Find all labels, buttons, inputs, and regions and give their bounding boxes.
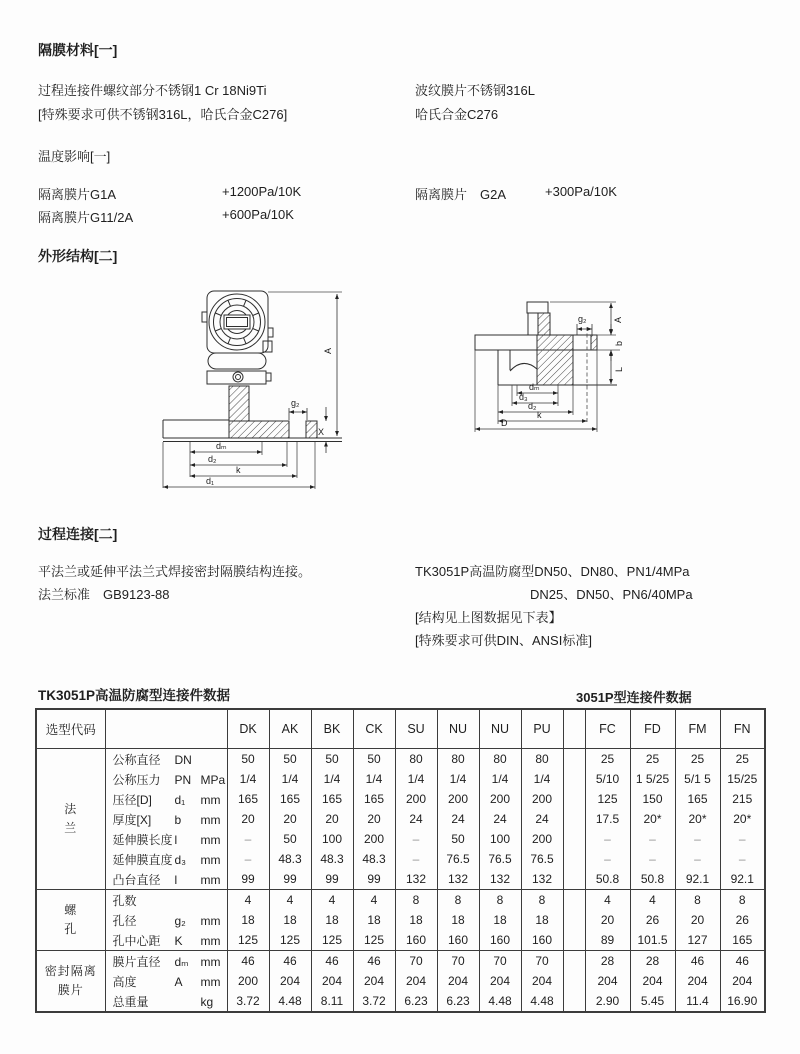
table-cell: 125 (311, 930, 353, 951)
row-symbol: PN (174, 772, 192, 787)
table-cell: 20 (675, 910, 720, 930)
table-cell: 25 (720, 749, 765, 770)
dim-label-dM: dₘ (216, 441, 227, 451)
table-cell: 50.8 (630, 869, 675, 890)
dim-label-g2: g₂ (578, 314, 587, 324)
temperature-row-value: +600Pa/10K (222, 207, 294, 222)
table-cell: 204 (353, 971, 395, 991)
table-cell: 132 (521, 869, 563, 890)
table-cell: – (227, 829, 269, 849)
table-cell: 4 (585, 890, 630, 911)
row-unit: MPa (200, 772, 226, 787)
process-connection-left-line: 法兰标准 GB9123-88 (38, 587, 170, 602)
table-cell: 24 (479, 809, 521, 829)
table-cell: 4 (227, 890, 269, 911)
table-column-header: FD (630, 709, 675, 749)
row-symbol: g₂ (174, 913, 186, 928)
table-cell: 8.11 (311, 991, 353, 1012)
table-cell: 70 (479, 951, 521, 972)
table-cell: 1/4 (227, 769, 269, 789)
table-cell: 18 (269, 910, 311, 930)
table-cell: 204 (311, 971, 353, 991)
table-cell: 26 (630, 910, 675, 930)
table-cell: 200 (395, 789, 437, 809)
table-cell: 150 (630, 789, 675, 809)
row-label: 凸台直径 (112, 872, 161, 887)
table-cell: 76.5 (479, 849, 521, 869)
table-cell: 204 (437, 971, 479, 991)
table-cell: 1/4 (353, 769, 395, 789)
group-label-line: 螺 (64, 903, 78, 917)
table-cell: 1/4 (395, 769, 437, 789)
table-cell: 4.48 (479, 991, 521, 1012)
table-cell: 15/25 (720, 769, 765, 789)
table-cell: 20 (227, 809, 269, 829)
table-gap-cell (563, 809, 585, 829)
section-heading-process-connection: 过程连接[二] (38, 526, 118, 542)
table-cell: 92.1 (720, 869, 765, 890)
table-cell: 48.3 (353, 849, 395, 869)
table-column-header: NU (437, 709, 479, 749)
table-cell: 204 (521, 971, 563, 991)
table-cell: 25 (675, 749, 720, 770)
table-cell: 165 (675, 789, 720, 809)
dim-label-k: k (537, 410, 542, 420)
table-cell: 100 (311, 829, 353, 849)
row-label: 孔径 (112, 913, 137, 928)
temperature-effect-heading: 温度影响[一] (38, 149, 111, 164)
table-row-label (105, 951, 227, 972)
table-gap-cell (563, 971, 585, 991)
table-cell: 50.8 (585, 869, 630, 890)
diaphragm-material-left-line: [特殊要求可供不锈钢316L，哈氏合金C276] (38, 107, 288, 122)
table-cell: 1/4 (311, 769, 353, 789)
row-symbol: l (174, 832, 178, 847)
table-cell: 18 (227, 910, 269, 930)
table-cell: – (720, 849, 765, 869)
dim-label-dM: dₘ (529, 382, 540, 392)
table-cell: 20 (585, 910, 630, 930)
row-label: 总重量 (112, 994, 149, 1009)
table-cell: 1/4 (437, 769, 479, 789)
table-cell: 50 (269, 829, 311, 849)
row-label: 孔数 (112, 893, 137, 908)
table-cell: 204 (269, 971, 311, 991)
table-row-label (105, 849, 227, 869)
row-symbol: d₃ (174, 852, 187, 867)
table-cell: 8 (437, 890, 479, 911)
table-cell: 4.48 (521, 991, 563, 1012)
table-cell: 18 (311, 910, 353, 930)
table-cell: 125 (269, 930, 311, 951)
table-cell: 8 (479, 890, 521, 911)
table-cell: 16.90 (720, 991, 765, 1012)
table-cell: 50 (311, 749, 353, 770)
table-cell: 200 (521, 789, 563, 809)
table-cell: 204 (585, 971, 630, 991)
table-cell: 5/10 (585, 769, 630, 789)
table-group-label (36, 890, 105, 951)
table-title-right: 3051P型连接件数据 (576, 690, 692, 705)
temperature-row (415, 184, 617, 203)
dim-label-d3: d₃ (519, 392, 528, 402)
table-cell: – (720, 829, 765, 849)
table-cell: – (227, 849, 269, 869)
group-label-line: 膜片 (57, 983, 84, 997)
table-cell: 160 (437, 930, 479, 951)
table-cell: 165 (227, 789, 269, 809)
table-column-header: PU (521, 709, 563, 749)
table-cell: 2.90 (585, 991, 630, 1012)
row-label: 厚度[X] (112, 812, 152, 827)
table-cell: – (675, 829, 720, 849)
process-connection-left-line: 平法兰或延伸平法兰式焊接密封隔膜结构连接。 (38, 564, 312, 579)
connector-table (35, 708, 766, 1013)
table-cell: 99 (227, 869, 269, 890)
row-symbol: A (174, 974, 183, 989)
table-cell: – (630, 829, 675, 849)
table-cell: 28 (585, 951, 630, 972)
row-label: 公称压力 (112, 772, 161, 787)
table-cell: 46 (353, 951, 395, 972)
table-cell: 1 5/25 (630, 769, 675, 789)
table-cell: 20* (720, 809, 765, 829)
table-gap-cell (563, 829, 585, 849)
row-symbol: dₘ (174, 954, 189, 969)
table-cell: 200 (353, 829, 395, 849)
table-cell: 18 (479, 910, 521, 930)
table-cell: 100 (479, 829, 521, 849)
table-cell: 46 (720, 951, 765, 972)
table-cell: 50 (437, 829, 479, 849)
table-cell: 80 (479, 749, 521, 770)
group-label-line: 密封隔离 (44, 964, 97, 978)
table-cell: 5/1 5 (675, 769, 720, 789)
table-title-left: TK3051P高温防腐型连接件数据 (38, 688, 231, 703)
table-column-header: DK (227, 709, 269, 749)
table-cell: 80 (395, 749, 437, 770)
row-label: 高度 (112, 974, 137, 989)
temperature-row-label: 隔离膜片G11/2A (38, 210, 134, 225)
row-unit: mm (200, 812, 221, 827)
table-cell: 165 (353, 789, 395, 809)
table-cell: 125 (227, 930, 269, 951)
row-unit: mm (200, 974, 221, 989)
dim-label-d2: d₂ (208, 454, 217, 464)
table-row-label (105, 930, 227, 951)
table-cell: – (585, 849, 630, 869)
table-cell: 24 (395, 809, 437, 829)
table-cell: 50 (269, 749, 311, 770)
section-heading-diaphragm-material: 隔膜材料[一] (38, 42, 118, 58)
table-cell: 4 (311, 890, 353, 911)
row-label: 压径[D] (112, 792, 152, 807)
table-gap-cell (563, 890, 585, 911)
process-connection-right-line: [特殊要求可供DIN、ANSI标准] (415, 633, 592, 648)
table-column-header: FN (720, 709, 765, 749)
table-cell: 25 (585, 749, 630, 770)
table-cell: 165 (720, 930, 765, 951)
table-column-header: AK (269, 709, 311, 749)
row-label: 公称直径 (112, 752, 161, 767)
table-cell: 101.5 (630, 930, 675, 951)
row-unit: mm (200, 954, 221, 969)
dim-label-A: A (323, 347, 333, 354)
table-cell: 18 (521, 910, 563, 930)
table-cell: 215 (720, 789, 765, 809)
table-cell: 6.23 (395, 991, 437, 1012)
table-cell: 200 (437, 789, 479, 809)
row-symbol: b (174, 812, 182, 827)
table-row-label (105, 749, 227, 770)
table-cell: 99 (311, 869, 353, 890)
dim-label-d1: d₁ (206, 476, 215, 486)
table-row-label (105, 910, 227, 930)
table-cell: 20 (311, 809, 353, 829)
section-heading-outline-structure: 外形结构[二] (38, 248, 118, 264)
group-label-line: 兰 (64, 821, 78, 835)
table-cell: 80 (521, 749, 563, 770)
table-cell: 89 (585, 930, 630, 951)
dim-label-L: L (614, 366, 624, 372)
table-cell: 204 (675, 971, 720, 991)
table-cell: 8 (521, 890, 563, 911)
table-cell: 132 (437, 869, 479, 890)
table-cell: 125 (585, 789, 630, 809)
table-cell: 26 (720, 910, 765, 930)
table-cell: 48.3 (311, 849, 353, 869)
row-unit: kg (200, 994, 214, 1009)
table-row-label (105, 829, 227, 849)
row-symbol: DN (174, 752, 192, 767)
table-cell: 18 (353, 910, 395, 930)
table-cell: 46 (675, 951, 720, 972)
table-cell: 200 (479, 789, 521, 809)
row-label: 膜片直径 (112, 954, 161, 969)
row-label: 延伸膜长度 (112, 832, 173, 847)
table-cell: 50 (227, 749, 269, 770)
table-gap-cell (563, 769, 585, 789)
diaphragm-material-left-line: 过程连接件螺纹部分不锈钢1 Cr 18Ni9Ti (38, 83, 267, 98)
table-cell: 18 (437, 910, 479, 930)
table-group-label (36, 951, 105, 1013)
dim-label-b: b (614, 340, 624, 346)
table-cell: 18 (395, 910, 437, 930)
row-unit: mm (200, 852, 221, 867)
table-cell: 24 (521, 809, 563, 829)
table-cell: – (675, 849, 720, 869)
table-cell: 20* (675, 809, 720, 829)
table-cell: 204 (630, 971, 675, 991)
diaphragm-material-right-line: 波纹膜片不锈钢316L (415, 83, 535, 98)
table-cell: 11.4 (675, 991, 720, 1012)
flange-section-drawing (465, 293, 640, 438)
table-cell: 76.5 (437, 849, 479, 869)
dim-label-X: X (318, 427, 325, 437)
row-label: 孔中心距 (112, 933, 161, 948)
temperature-row (38, 207, 294, 226)
table-cell: 3.72 (353, 991, 395, 1012)
table-column-header: SU (395, 709, 437, 749)
dim-label-A: A (613, 316, 623, 323)
table-cell: 70 (437, 951, 479, 972)
table-cell: 92.1 (675, 869, 720, 890)
table-cell: 8 (720, 890, 765, 911)
table-gap-cell (563, 849, 585, 869)
table-cell: – (585, 829, 630, 849)
table-cell: 25 (630, 749, 675, 770)
temperature-row-label: 隔离膜片 G2A (415, 187, 507, 202)
table-row-label (105, 890, 227, 911)
dim-label-d2: d₂ (528, 401, 537, 411)
row-symbol: d₁ (174, 792, 186, 807)
table-cell: 99 (353, 869, 395, 890)
table-cell: 20 (269, 809, 311, 829)
group-label-line: 孔 (64, 922, 78, 936)
table-cell: 200 (521, 829, 563, 849)
process-connection-right-line: TK3051P高温防腐型DN50、DN80、PN1/4MPa (415, 564, 690, 579)
temperature-row (38, 184, 301, 203)
table-cell: 46 (269, 951, 311, 972)
temperature-row-value: +1200Pa/10K (222, 184, 302, 199)
table-cell: 17.5 (585, 809, 630, 829)
table-cell: 70 (395, 951, 437, 972)
table-cell: 80 (437, 749, 479, 770)
table-cell: 4 (630, 890, 675, 911)
table-cell: 200 (227, 971, 269, 991)
table-gap-cell (563, 951, 585, 972)
table-cell: 70 (521, 951, 563, 972)
row-unit: mm (200, 832, 221, 847)
table-cell: 1/4 (521, 769, 563, 789)
temperature-row-value: +300Pa/10K (545, 184, 617, 199)
table-gap-cell (563, 749, 585, 770)
table-cell: 20* (630, 809, 675, 829)
table-gap-cell (563, 869, 585, 890)
table-cell: 24 (437, 809, 479, 829)
table-column-header: NU (479, 709, 521, 749)
table-header-selector: 选型代码 (36, 709, 105, 749)
table-cell: 76.5 (521, 849, 563, 869)
process-connection-right-line: [结构见上图数据见下表】 (415, 610, 562, 625)
table-cell: 6.23 (437, 991, 479, 1012)
table-column-header: BK (311, 709, 353, 749)
table-cell: – (395, 829, 437, 849)
table-header-gap (563, 709, 585, 749)
table-gap-cell (563, 910, 585, 930)
table-cell: – (630, 849, 675, 869)
row-label: 延伸膜直度 (112, 852, 173, 867)
table-cell: 160 (479, 930, 521, 951)
table-header-blank (105, 709, 227, 749)
table-cell: 4 (269, 890, 311, 911)
table-cell: 165 (311, 789, 353, 809)
table-cell: 160 (521, 930, 563, 951)
table-cell: 165 (269, 789, 311, 809)
table-cell: 20 (353, 809, 395, 829)
transmitter-outline-drawing (150, 278, 350, 510)
table-row-label (105, 869, 227, 890)
table-cell: 125 (353, 930, 395, 951)
row-symbol: K (174, 933, 183, 948)
table-gap-cell (563, 991, 585, 1012)
table-cell: 28 (630, 951, 675, 972)
table-row-label (105, 769, 227, 789)
dim-label-D: D (501, 418, 508, 428)
table-cell: 204 (479, 971, 521, 991)
table-column-header: CK (353, 709, 395, 749)
table-row-label (105, 991, 227, 1012)
table-cell: 1/4 (479, 769, 521, 789)
table-cell: 4.48 (269, 991, 311, 1012)
row-unit: mm (200, 872, 221, 887)
table-cell: 5.45 (630, 991, 675, 1012)
table-cell: 132 (479, 869, 521, 890)
dim-label-k: k (236, 465, 241, 475)
row-symbol: l (174, 872, 178, 887)
table-cell: 4 (353, 890, 395, 911)
row-unit: mm (200, 913, 221, 928)
table-row-label (105, 789, 227, 809)
table-cell: 8 (395, 890, 437, 911)
table-cell: – (395, 849, 437, 869)
table-column-header: FC (585, 709, 630, 749)
group-label-line: 法 (64, 802, 78, 816)
diaphragm-material-right-line: 哈氏合金C276 (415, 107, 499, 122)
table-cell: 204 (395, 971, 437, 991)
process-connection-right-line: DN25、DN50、PN6/40MPa (530, 587, 693, 602)
table-cell: 204 (720, 971, 765, 991)
table-cell: 160 (395, 930, 437, 951)
row-unit: mm (200, 792, 221, 807)
table-cell: 46 (311, 951, 353, 972)
table-gap-cell (563, 789, 585, 809)
table-column-header: FM (675, 709, 720, 749)
table-group-label (36, 749, 105, 890)
table-cell: 50 (353, 749, 395, 770)
table-cell: 48.3 (269, 849, 311, 869)
table-cell: 46 (227, 951, 269, 972)
table-cell: 8 (675, 890, 720, 911)
dim-label-g2: g₂ (291, 398, 300, 408)
table-cell: 99 (269, 869, 311, 890)
temperature-row-label: 隔离膜片G1A (38, 187, 117, 202)
table-cell: 127 (675, 930, 720, 951)
table-cell: 1/4 (269, 769, 311, 789)
table-cell: 132 (395, 869, 437, 890)
table-gap-cell (563, 930, 585, 951)
table-row-label (105, 971, 227, 991)
table-cell: 3.72 (227, 991, 269, 1012)
row-unit: mm (200, 933, 221, 948)
table-row-label (105, 809, 227, 829)
